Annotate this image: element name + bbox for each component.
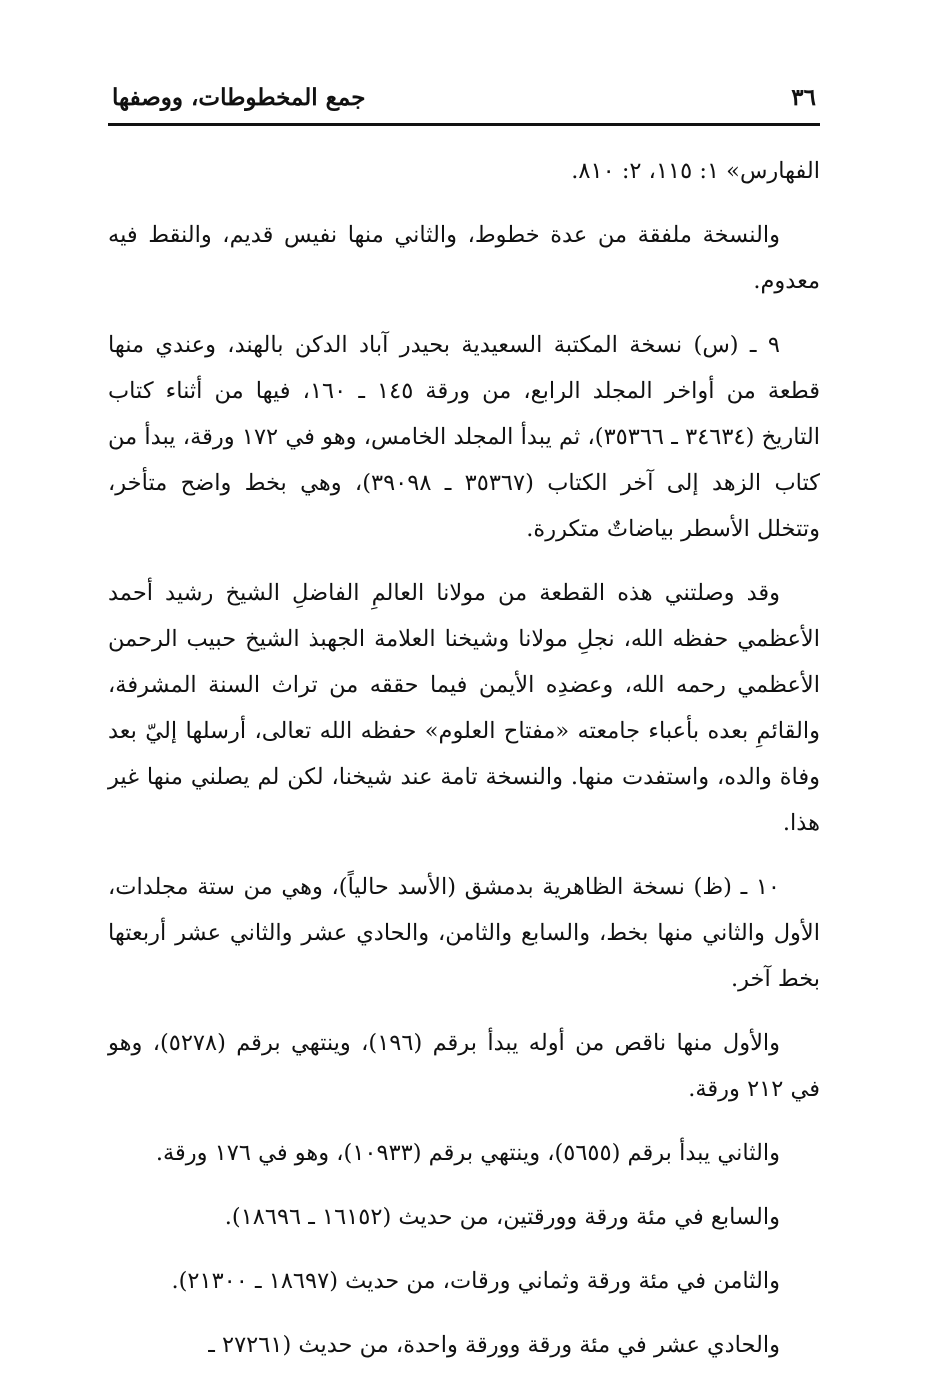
paragraph-6: والأول منها ناقص من أوله يبدأ برقم (١٩٦)، وينتهي برقم (٥٢٧٨)، وهو في ٢١٢ ورقة. <box>108 1030 820 1102</box>
page-number: ٣٦ <box>791 84 816 111</box>
book-page <box>108 78 820 1368</box>
paragraph-2: والنسخة ملفقة من عدة خطوط، والثاني منها نفيس قديم، والنقط فيه معدوم. <box>108 222 820 294</box>
paragraph-10: والحادي عشر في مئة ورقة وورقة واحدة، من حديث (٢٧٢٦١ ـ <box>208 1332 780 1358</box>
paragraph-7: والثاني يبدأ برقم (٥٦٥٥)، وينتهي برقم (١٠٩٣٣)، وهو في ١٧٦ ورقة. <box>155 1140 780 1166</box>
paragraph-5: ١٠ ـ (ظ) نسخة الظاهرية بدمشق (الأسد حالياً)، وهي من ستة مجلدات، الأول والثاني منها بخط، والسابع والثامن، والحادي عشر والثاني عشر أربعتها بخط آخر. <box>108 874 820 992</box>
running-title: جمع المخطوطات، ووصفها <box>112 84 366 111</box>
paragraph-3: ٩ ـ (س) نسخة المكتبة السعيدية بحيدر آباد الدكن بالهند، وعندي منها قطعة من أواخر المجلد الرابع، من ورقة ١٤٥ ـ ١٦٠، فيها من أثناء كتاب التاريخ (٣٤٦٣٤ ـ ٣٥٣٦٦)، ثم يبدأ المجلد الخامس، وهو في ١٧٢ ورقة، يبدأ من كتاب الزهد إلى آخر الكتاب (٣٥٣٦٧ ـ ٣٩٠٩٨)، وهي بخط واضح متأخر، وتتخلل الأسطر بياضاتٌ متكررة. <box>108 332 820 542</box>
header-rule <box>108 123 820 126</box>
paragraph-4: وقد وصلتني هذه القطعة من مولانا العالمِ الفاضلِ الشيخ رشيد أحمد الأعظمي حفظه الله، نجلِ مولانا وشيخنا العلامة الجهبذ الشيخ حبيب الرحمن الأعظمي رحمه الله، وعضدِه الأيمن فيما حققه من تراث السنة المشرفة، والقائمِ بعده بأعباء جامعته «مفتاح العلوم» حفظه الله تعالى، أرسلها إليّ بعد وفاة والده، واستفدت منها. والنسخة تامة عند شيخنا، لكن لم يصلني منها غير هذا. <box>108 580 820 836</box>
page-body <box>108 148 820 1368</box>
running-header <box>108 78 820 118</box>
paragraph-8: والسابع في مئة ورقة وورقتين، من حديث (١٦١٥٢ ـ ١٨٦٩٦). <box>224 1204 780 1230</box>
paragraph-9: والثامن في مئة ورقة وثماني ورقات، من حديث (١٨٦٩٧ ـ ٢١٣٠٠). <box>171 1268 780 1294</box>
paragraph-1: الفهارس» ١: ١١٥، ٢: ٨١٠. <box>571 158 820 184</box>
